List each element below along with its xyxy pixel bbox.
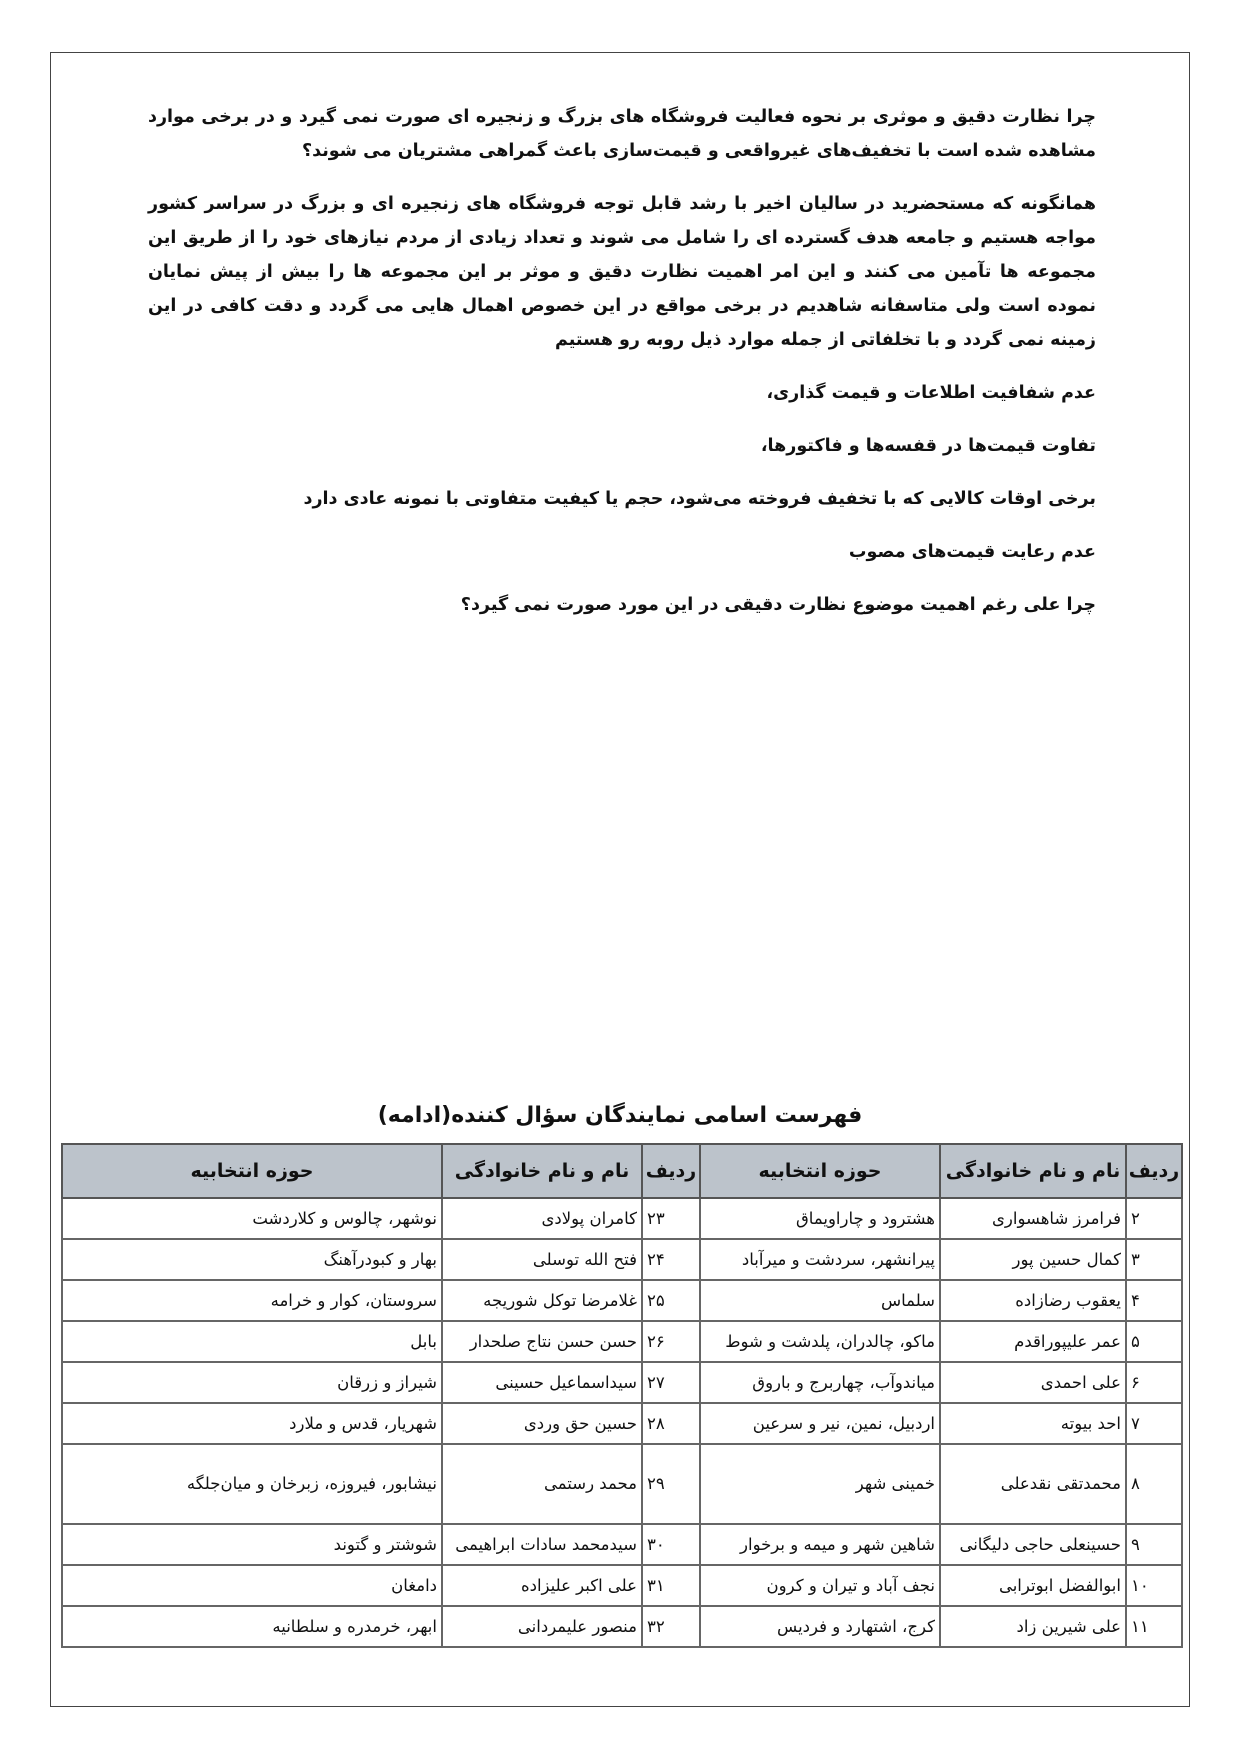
table-row — [62, 1403, 1182, 1444]
violation-item: تفاوت قیمت‌ها در قفسه‌ها و فاکتورها، — [760, 436, 1096, 456]
representatives-table — [61, 1143, 1183, 1648]
row-number: ۸ — [1126, 1444, 1182, 1524]
table-row — [62, 1362, 1182, 1403]
table-row — [62, 1524, 1182, 1565]
representative-name: ابوالفضل ابوترابی — [940, 1565, 1126, 1606]
row-number: ۲ — [1126, 1198, 1182, 1239]
row-number: ۶ — [1126, 1362, 1182, 1403]
electoral-district: کرج، اشتهارد و فردیس — [700, 1606, 940, 1647]
representative-name: منصور علیمردانی — [442, 1606, 642, 1647]
row-number: ۲۶ — [642, 1321, 700, 1362]
table-title: فهرست اسامی نمایندگان سؤال کننده(ادامه) — [377, 1103, 863, 1128]
closing-question: چرا علی رغم اهمیت موضوع نظارت دقیقی در این مورد صورت نمی گیرد؟ — [460, 595, 1096, 615]
header-name: نام و نام خانوادگی — [940, 1144, 1126, 1198]
violation-item: عدم شفافیت اطلاعات و قیمت گذاری، — [766, 383, 1096, 403]
row-number: ۳۰ — [642, 1524, 700, 1565]
row-number: ۲۳ — [642, 1198, 700, 1239]
table-row — [62, 1239, 1182, 1280]
representative-name: کامران پولادی — [442, 1198, 642, 1239]
table-row — [62, 1321, 1182, 1362]
electoral-district: خمینی شهر — [700, 1444, 940, 1524]
representative-name: فرامرز شاهسواری — [940, 1198, 1126, 1239]
representative-name: غلامرضا توکل شوریجه — [442, 1280, 642, 1321]
electoral-district: شوشتر و گتوند — [62, 1524, 442, 1565]
representative-name: علی احمدی — [940, 1362, 1126, 1403]
representative-name: احد بیوته — [940, 1403, 1126, 1444]
electoral-district: دامغان — [62, 1565, 442, 1606]
header-district: حوزه انتخابیه — [62, 1144, 442, 1198]
representative-name: حسینعلی حاجی دلیگانی — [940, 1524, 1126, 1565]
representative-name: سیدمحمد سادات ابراهیمی — [442, 1524, 642, 1565]
electoral-district: نجف آباد و تیران و کرون — [700, 1565, 940, 1606]
electoral-district: ابهر، خرمدره و سلطانیه — [62, 1606, 442, 1647]
row-number: ۳۲ — [642, 1606, 700, 1647]
row-number: ۲۸ — [642, 1403, 700, 1444]
electoral-district: اردبیل، نمین، نیر و سرعین — [700, 1403, 940, 1444]
electoral-district: بهار و کبودرآهنگ — [62, 1239, 442, 1280]
electoral-district: پیرانشهر، سردشت و میرآباد — [700, 1239, 940, 1280]
explanation-paragraph: همانگونه که مستحضرید در سالیان اخیر با رشد قابل توجه فروشگاه های زنجیره ای و بزرگ در سراسر کشور مواجه هستیم و جامعه هدف گسترده ای را شامل می شوند و تعداد زیادی از مردم نیازهای خود را از طریق این مجموعه ها تآمین می کنند و این امر اهمیت نظارت دقیق و موثر بر این مجموعه ها را بیش از پیش نمایان نموده است ولی متاسفانه شاهدیم در برخی مواقع در این خصوص اهمال هایی می گردد و دقت کافی در این زمینه نمی گردد و با تخلفاتی از جمله موارد ذیل روبه رو هستیم — [148, 194, 1096, 350]
header-row-number: ردیف — [642, 1144, 700, 1198]
table-header-row — [62, 1144, 1182, 1198]
representative-name: حسن حسن نتاج صلحدار — [442, 1321, 642, 1362]
electoral-district: هشترود و چاراویماق — [700, 1198, 940, 1239]
table-row — [62, 1444, 1182, 1524]
header-row-number: ردیف — [1126, 1144, 1182, 1198]
header-name: نام و نام خانوادگی — [442, 1144, 642, 1198]
electoral-district: بابل — [62, 1321, 442, 1362]
electoral-district: شیراز و زرقان — [62, 1362, 442, 1403]
representative-name: فتح الله توسلی — [442, 1239, 642, 1280]
row-number: ۱۰ — [1126, 1565, 1182, 1606]
row-number: ۱۱ — [1126, 1606, 1182, 1647]
row-number: ۴ — [1126, 1280, 1182, 1321]
representative-name: علی اکبر علیزاده — [442, 1565, 642, 1606]
row-number: ۹ — [1126, 1524, 1182, 1565]
row-number: ۲۴ — [642, 1239, 700, 1280]
representative-name: محمدتقی نقدعلی — [940, 1444, 1126, 1524]
row-number: ۲۷ — [642, 1362, 700, 1403]
table-row — [62, 1198, 1182, 1239]
table-body — [62, 1198, 1182, 1647]
question-body — [148, 100, 1096, 641]
electoral-district: سروستان، کوار و خرامه — [62, 1280, 442, 1321]
electoral-district: شاهین شهر و میمه و برخوار — [700, 1524, 940, 1565]
row-number: ۵ — [1126, 1321, 1182, 1362]
electoral-district: شهریار، قدس و ملارد — [62, 1403, 442, 1444]
table-row — [62, 1565, 1182, 1606]
question-paragraph: چرا نظارت دقیق و موثری بر نحوه فعالیت فروشگاه های بزرگ و زنجیره ای صورت نمی گیرد و در برخی موارد مشاهده شده است با تخفیف‌های غیرواقعی و قیمت‌سازی باعث گمراهی مشتریان می شوند؟ — [148, 107, 1096, 161]
row-number: ۷ — [1126, 1403, 1182, 1444]
representative-name: حسین حق وردی — [442, 1403, 642, 1444]
electoral-district: نوشهر، چالوس و کلاردشت — [62, 1198, 442, 1239]
violation-item: برخی اوقات کالایی که با تخفیف فروخته می‌شود، حجم یا کیفیت متفاوتی با نمونه عادی دارد — [303, 489, 1096, 509]
electoral-district: نیشابور، فیروزه، زبرخان و میان‌جلگه — [62, 1444, 442, 1524]
table-row — [62, 1606, 1182, 1647]
violation-item: عدم رعایت قیمت‌های مصوب — [848, 542, 1096, 562]
representative-name: سیداسماعیل حسینی — [442, 1362, 642, 1403]
row-number: ۲۵ — [642, 1280, 700, 1321]
row-number: ۳۱ — [642, 1565, 700, 1606]
table-row — [62, 1280, 1182, 1321]
header-district: حوزه انتخابیه — [700, 1144, 940, 1198]
row-number: ۲۹ — [642, 1444, 700, 1524]
representative-name: یعقوب رضازاده — [940, 1280, 1126, 1321]
representative-name: عمر علیپوراقدم — [940, 1321, 1126, 1362]
electoral-district: ماکو، چالدران، پلدشت و شوط — [700, 1321, 940, 1362]
representative-name: علی شیرین زاد — [940, 1606, 1126, 1647]
electoral-district: سلماس — [700, 1280, 940, 1321]
representative-name: محمد رستمی — [442, 1444, 642, 1524]
row-number: ۳ — [1126, 1239, 1182, 1280]
electoral-district: میاندوآب، چهاربرج و باروق — [700, 1362, 940, 1403]
representative-name: کمال حسین پور — [940, 1239, 1126, 1280]
